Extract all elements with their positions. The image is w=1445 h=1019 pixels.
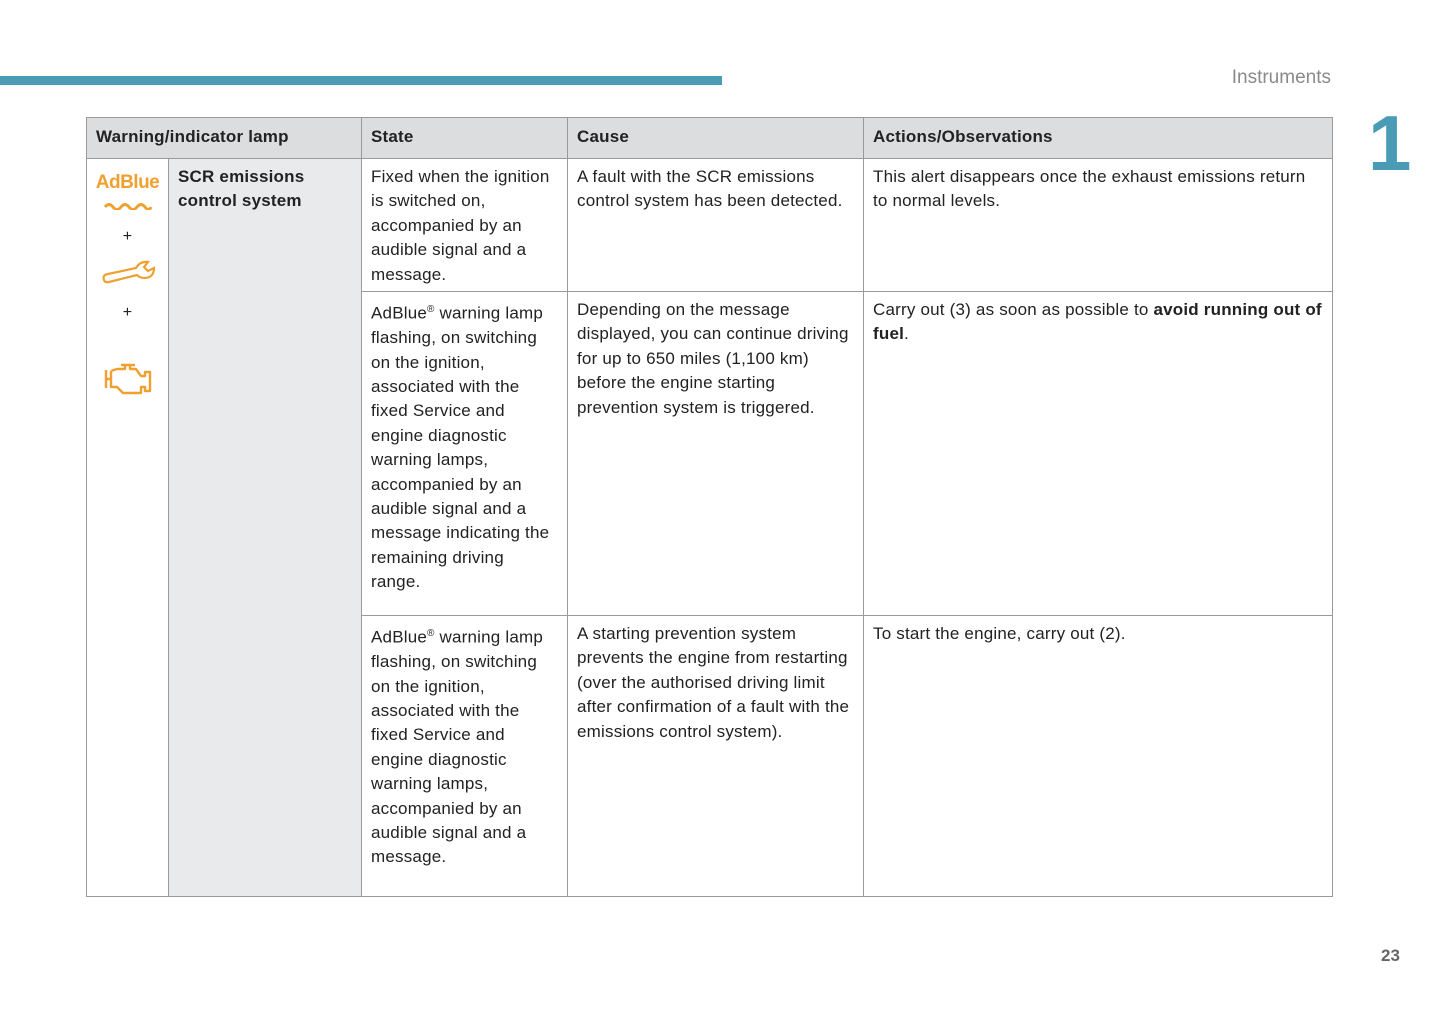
chapter-number: 1 (1368, 99, 1412, 187)
system-name: SCR emissions control system (169, 159, 362, 897)
action-cell: This alert disappears once the exhaust emissions return to normal levels. (864, 159, 1333, 292)
action-cell: Carry out (3) as soon as possible to avoid running out of fuel. (864, 292, 1333, 616)
plus-sign: + (122, 304, 133, 322)
engine-diagnostic-icon (103, 358, 153, 398)
state-cell: AdBlue® warning lamp flashing, on switching on the ignition, associated with the fixed Service and engine diagnostic warning lamps, accompanied by an audible signal and a message indicating the remaining driving range. (362, 292, 568, 616)
plus-sign: + (122, 228, 133, 246)
cause-cell: A starting prevention system prevents the engine from restarting (over the authorised driving limit after confirmation of a fault with the emissions control system). (568, 616, 864, 897)
section-title: Instruments (1231, 67, 1331, 88)
column-header-cause: Cause (568, 118, 864, 159)
action-cell: To start the engine, carry out (2). (864, 616, 1333, 897)
cause-cell: Depending on the message displayed, you can continue driving for up to 650 miles (1,100 km) before the engine starting prevention system is triggered. (568, 292, 864, 616)
adblue-icon: AdBlue (87, 173, 168, 217)
column-header-state: State (362, 118, 568, 159)
warning-lamp-table (86, 117, 1333, 897)
column-header-actions: Actions/Observations (864, 118, 1333, 159)
cause-cell: A fault with the SCR emissions control system has been detected. (568, 159, 864, 292)
wrench-service-icon (100, 258, 156, 286)
header-accent-bar (0, 76, 722, 85)
state-cell: Fixed when the ignition is switched on, accompanied by an audible signal and a message. (362, 159, 568, 292)
lamp-icons-cell (87, 159, 169, 897)
table-row (87, 159, 1333, 292)
state-cell: AdBlue® warning lamp flashing, on switching on the ignition, associated with the fixed Service and engine diagnostic warning lamps, accompanied by an audible signal and a message. (362, 616, 568, 897)
table-header-row (87, 118, 1333, 159)
column-header-lamp: Warning/indicator lamp (87, 118, 362, 159)
page-number: 23 (1381, 946, 1400, 965)
